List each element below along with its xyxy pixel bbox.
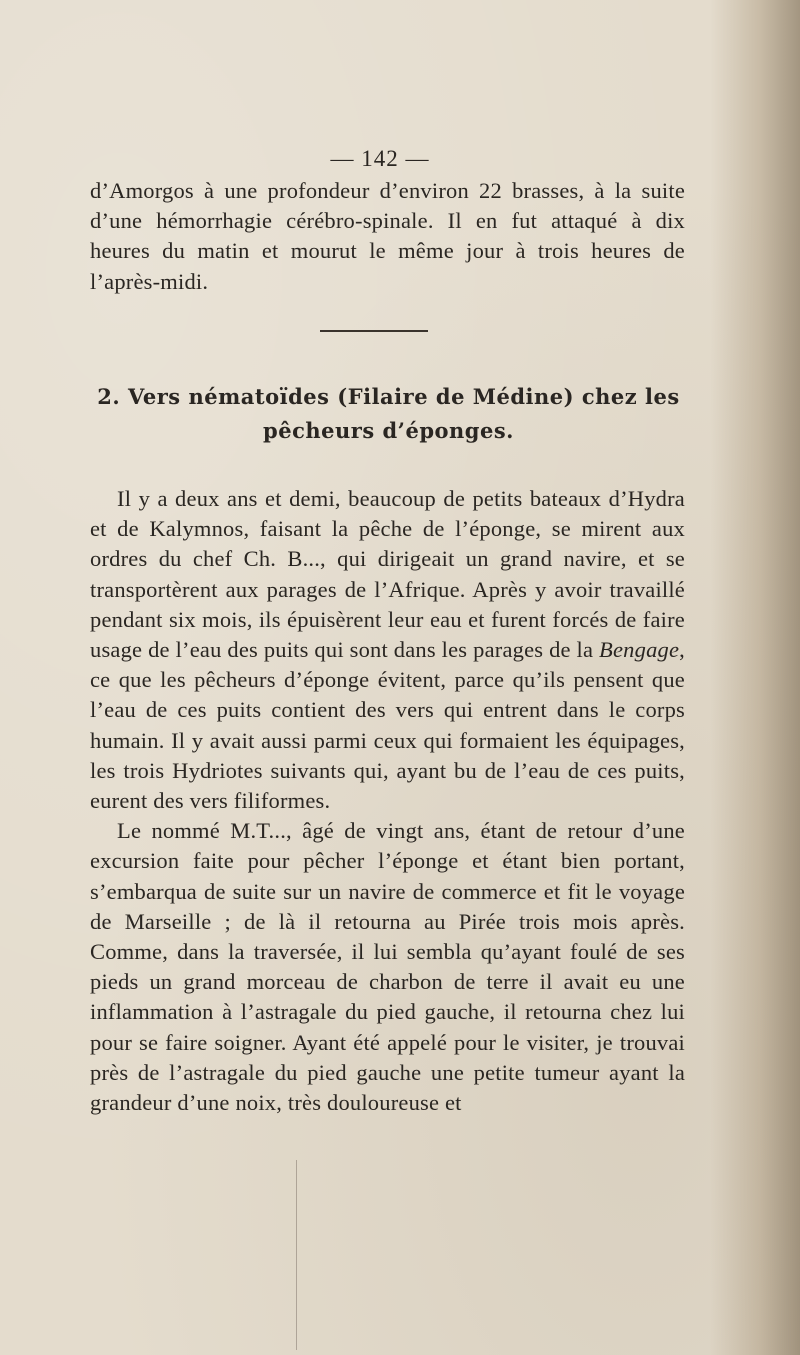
paper-crease [296,1160,297,1350]
body-p1-italic-place: Bengage [599,637,680,663]
page-number: — 142 — [330,146,430,171]
section-heading-line-2: pêcheurs d’éponges. [263,418,514,443]
section-heading-line-1: 2. Vers nématoïdes (Filaire de Médine) chez les [97,384,680,409]
body-paragraph-2 [90,816,685,1118]
body-p1-start: Il y a deux ans et demi, beaucoup de petits bateaux d’Hydra et de Kalymnos, faisant la pêche de l’éponge, se mirent aux ordres du chef Ch. B..., qui dirigeait un grand navire, et se transportèrent aux parages de l’Afrique. Après y avoir travaillé pendant six mois, ils épuisèrent leur eau et furent forcés de faire usage de l’eau des puits qui sont dans les parages de la [90,486,685,663]
intro-text: d’Amorgos à une profondeur d’environ 22 brasses, à la suite d’une hémorrhagie cérébro-spinale. Il en fut attaqué à dix heures du matin et mourut le même jour à trois heures de l’après-midi. [90,178,685,294]
page-edge-shadow [710,0,800,1355]
section-body [90,484,685,1118]
body-p2-text: Le nommé M.T..., âgé de vingt ans, étant de retour d’une excursion faite pour pêcher l’éponge et étant bien portant, s’embarqua de suite sur un navire de commerce et fit le voyage de Marseille ; de là il retourna au Pirée trois mois après. Comme, dans la traversée, il lui sembla qu’ayant foulé de ses pieds un grand morceau de charbon de terre il avait eu une inflammation à l’astragale du pied gauche, il retourna chez lui pour se faire soigner. Ayant été appelé pour le visiter, je trouvai près de l’astragale du pied gauche une petite tumeur ayant la grandeur d’une noix, très douloureuse et [90,818,685,1116]
intro-paragraph [90,176,685,297]
body-paragraph-1 [90,484,685,816]
section-divider [320,330,428,332]
section-heading [96,380,681,448]
body-p1-end: , ce que les pêcheurs d’éponge évitent, parce qu’ils pensent que l’eau de ces puits contient des vers qui entrent dans le corps humain. Il y avait aussi parmi ceux qui formaient les équipages, les trois Hydriotes suivants qui, ayant bu de l’eau de ces puits, eurent des vers filiformes. [90,637,685,814]
